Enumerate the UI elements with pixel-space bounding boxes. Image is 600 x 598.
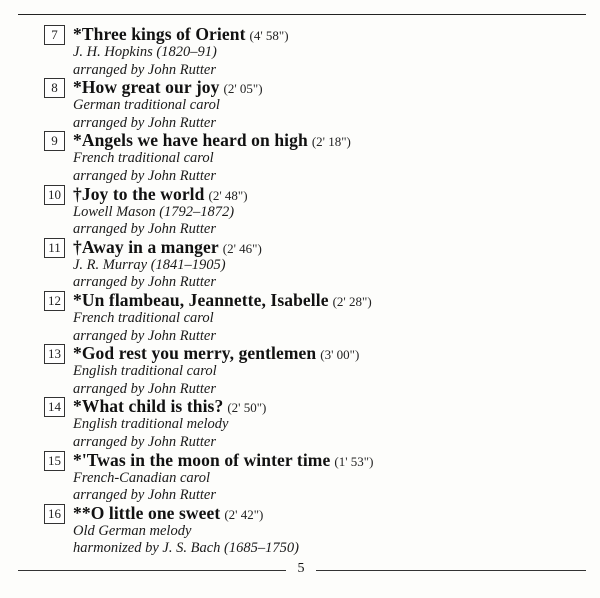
track-arranger: arranged by John Rutter	[73, 167, 216, 184]
track-number: 11	[44, 238, 65, 258]
track-title-line	[73, 290, 372, 310]
track-details	[73, 77, 263, 132]
footer-rule-left	[18, 570, 286, 571]
track-entry	[44, 77, 584, 130]
track-entry	[44, 290, 584, 343]
footer-rule-right	[316, 570, 586, 571]
track-title-line	[73, 24, 289, 44]
track-duration: (2' 46")	[222, 240, 262, 256]
track-entry	[44, 450, 584, 503]
track-details	[73, 343, 359, 398]
track-duration: (1' 53")	[334, 453, 374, 469]
track-duration: (2' 18")	[311, 134, 351, 150]
track-title-line	[73, 184, 248, 204]
track-title: *Angels we have heard on high	[73, 130, 308, 151]
track-title: **O little one sweet	[73, 502, 221, 523]
track-title-line	[73, 450, 373, 470]
track-details	[73, 184, 248, 239]
track-title: *'Twas in the moon of winter time	[73, 449, 331, 470]
track-entry	[44, 130, 584, 183]
track-number: 8	[44, 78, 65, 98]
track-details	[73, 290, 372, 345]
track-entry	[44, 396, 584, 449]
track-arranger: arranged by John Rutter	[73, 487, 216, 504]
track-composer: German traditional carol	[73, 97, 220, 114]
track-entry	[44, 237, 584, 290]
track-details	[73, 396, 266, 451]
track-arranger: arranged by John Rutter	[73, 433, 216, 450]
track-duration: (2' 28")	[332, 293, 372, 309]
track-details	[73, 24, 289, 79]
track-entry	[44, 184, 584, 237]
page-footer	[18, 563, 586, 577]
track-title-line	[73, 503, 299, 523]
track-arranger: arranged by John Rutter	[73, 274, 216, 291]
track-details	[73, 237, 262, 292]
track-composer: French traditional carol	[73, 309, 214, 326]
track-number: 15	[44, 451, 65, 471]
track-composer: J. R. Murray (1841–1905)	[73, 256, 226, 273]
track-number: 12	[44, 291, 65, 311]
track-duration: (2' 05")	[223, 81, 263, 97]
track-title-line	[73, 77, 263, 97]
track-composer: English traditional melody	[73, 416, 229, 433]
track-arranger: arranged by John Rutter	[73, 114, 216, 131]
track-entry	[44, 343, 584, 396]
track-duration: (2' 48")	[208, 187, 248, 203]
track-number: 7	[44, 25, 65, 45]
track-title: †Away in a manger	[73, 236, 219, 257]
track-title: *How great our joy	[73, 77, 220, 98]
track-number: 13	[44, 344, 65, 364]
track-arranger: arranged by John Rutter	[73, 61, 216, 78]
track-list	[44, 24, 584, 556]
track-title: *Un flambeau, Jeannette, Isabelle	[73, 289, 329, 310]
track-title-line	[73, 396, 266, 416]
track-number: 16	[44, 504, 65, 524]
track-title: *God rest you merry, gentlemen	[73, 343, 317, 364]
track-arranger: arranged by John Rutter	[73, 380, 216, 397]
track-composer: J. H. Hopkins (1820–91)	[73, 44, 217, 60]
track-title: *What child is this?	[73, 396, 224, 417]
track-details	[73, 450, 373, 505]
track-composer: French traditional carol	[73, 150, 214, 167]
track-duration: (2' 42")	[224, 506, 264, 522]
track-duration: (2' 50")	[227, 400, 267, 416]
track-composer: Old German melody	[73, 522, 192, 539]
track-title-line	[73, 237, 262, 257]
track-title: †Joy to the world	[73, 183, 205, 204]
track-arranger: arranged by John Rutter	[73, 327, 216, 344]
track-duration: (4' 58")	[249, 28, 289, 43]
track-number: 9	[44, 131, 65, 151]
track-arranger: harmonized by J. S. Bach (1685–1750)	[73, 540, 299, 557]
track-title-line	[73, 130, 351, 150]
track-title-line	[73, 343, 359, 363]
track-number: 10	[44, 185, 65, 205]
track-number: 14	[44, 397, 65, 417]
page-number: 5	[297, 561, 305, 576]
track-entry	[44, 24, 584, 77]
track-duration: (3' 00")	[320, 347, 360, 363]
track-entry	[44, 503, 584, 556]
track-composer: French-Canadian carol	[73, 469, 211, 486]
track-title: *Three kings of Orient	[73, 24, 246, 44]
track-details	[73, 503, 299, 558]
track-composer: Lowell Mason (1792–1872)	[73, 203, 235, 220]
track-composer: English traditional carol	[73, 363, 217, 380]
top-rule	[18, 14, 586, 15]
track-arranger: arranged by John Rutter	[73, 221, 216, 238]
track-details	[73, 130, 351, 185]
